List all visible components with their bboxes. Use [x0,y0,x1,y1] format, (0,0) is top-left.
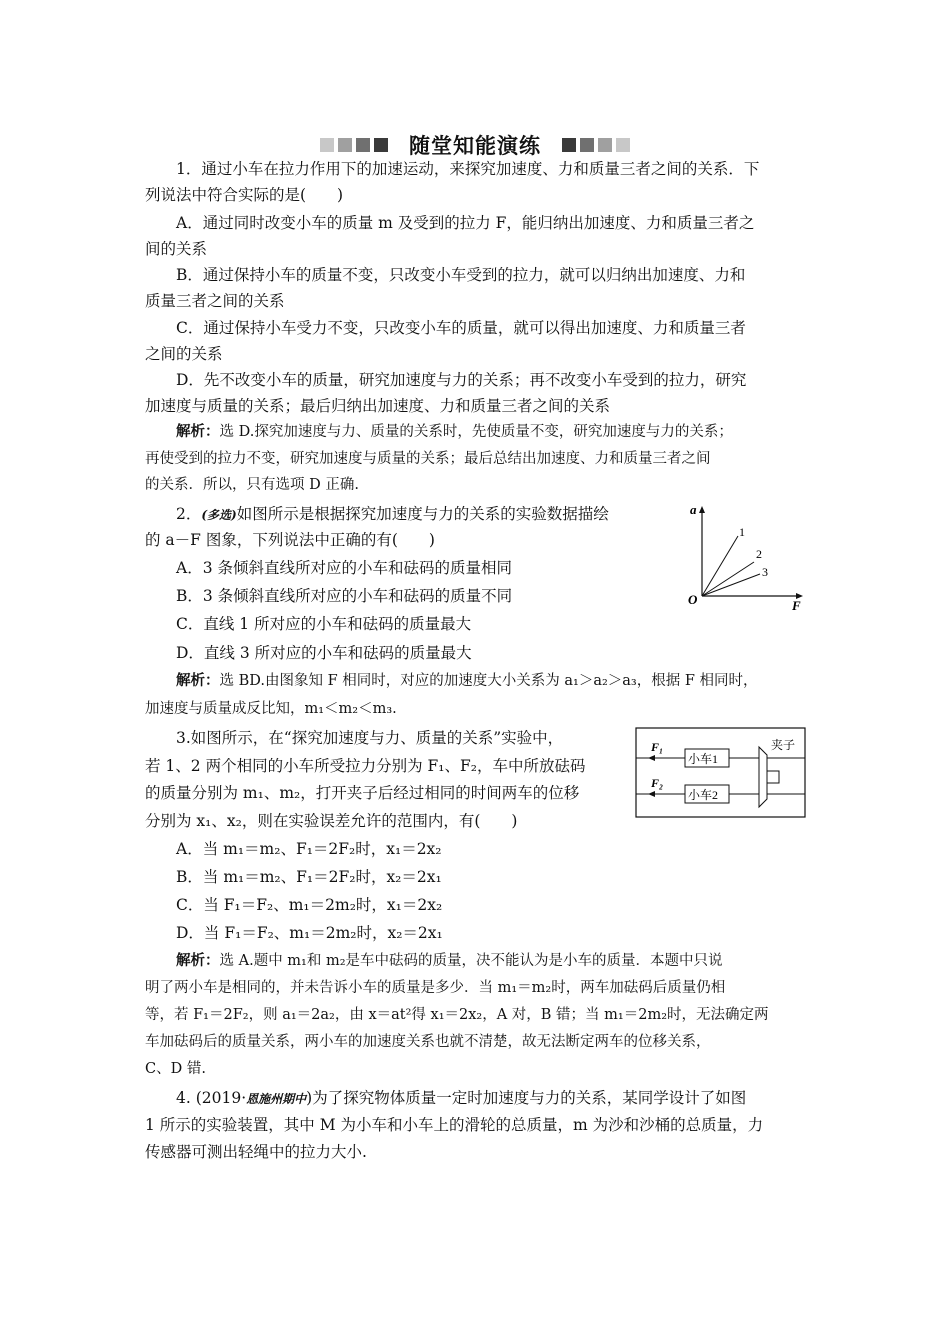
q2-number: 2． [176,505,202,523]
two-car-apparatus [635,727,807,819]
q2-solution-line2: 加速度与质量成反比知，m₁＜m₂＜m₃. [145,701,397,717]
title-decor-square [580,138,594,152]
title-decor-square [374,138,388,152]
x-axis-label: F [792,598,801,612]
force-arrow-1 [648,755,655,761]
line-label-1: 1 [739,525,745,539]
q4-stem-line3: 传感器可测出轻绳中的拉力大小. [145,1143,367,1161]
section-title: 随堂知能演练 [409,134,541,158]
origin-label: O [688,592,698,607]
q3-stem-line1: 3.如图所示，在“探究加速度与力、质量的关系”实验中， [176,729,564,747]
q1-stem-line1: 1．通过小车在拉力作用下的加速运动，来探究加速度、力和质量三者之间的关系．下 [176,160,760,178]
clip [759,747,767,807]
line-label-3: 3 [762,565,768,579]
q1-solution-line3: 的关系．所以，只有选项 D 正确. [145,477,359,493]
q1-option-a-line2: 间的关系 [145,240,208,258]
q3-stem-line4: 分别为 x₁、x₂，则在实验误差允许的范围内，有( ) [145,812,518,830]
q2-multi-tag: (多选) [201,508,237,522]
q1-option-c-line2: 之间的关系 [145,345,223,363]
title-decor-square [616,138,630,152]
q2-solution-text: 选 BD.由图象知 F 相同时，对应的加速度大小关系为 a₁＞a₂＞a₃，根据 F 相同时， [219,673,758,689]
q4-source-close: ) [306,1089,313,1107]
y-axis-arrow [699,506,705,513]
q3-stem-line2: 若 1、2 两个相同的小车所受拉力分别为 F₁、F₂，车中所放砝码 [145,757,586,775]
q1-option-c-line1: C．通过保持小车受力不变，只改变小车的质量，就可以得出加速度、力和质量三者 [176,319,746,337]
q3-option-b: B．当 m₁＝m₂、F₁＝2F₂时，x₂＝2x₁ [176,868,442,886]
q2-option-c: C．直线 1 所对应的小车和砝码的质量最大 [176,615,472,633]
q1-solution-line2: 再使受到的拉力不变，研究加速度与质量的关系；最后总结出加速度、力和质量三者之间 [145,451,711,467]
q4-stem-line2: 1 所示的实验装置，其中 M 为小车和小车上的滑轮的总质量，m 为沙和沙桶的总质量，力 [145,1116,764,1134]
force-arrow-2 [648,791,655,797]
q2-option-a: A．3 条倾斜直线所对应的小车和砝码的质量相同 [176,559,512,577]
graph-line-1 [702,536,738,596]
q3-solution-line2: 明了两小车是相同的，并未告诉小车的质量是多少．当 m₁＝m₂时，两车加砝码后质量仍相 [145,980,726,996]
line-label-2: 2 [756,547,762,561]
q1-option-d-line1: D．先不改变小车的质量，研究加速度与力的关系；再不改变小车受到的拉力，研究 [176,371,747,389]
y-axis-label: a [690,502,697,517]
q1-option-d-line2: 加速度与质量的关系；最后归纳出加速度、力和质量三者之间的关系 [145,397,611,415]
solution-label: 解析： [176,673,220,689]
solution-label: 解析： [176,424,220,440]
clip-hinge [767,771,779,783]
q3-solution-line4: 车加砝码后的质量关系，两小车的加速度关系也就不清楚，故无法断定两车的位移关系， [145,1034,711,1050]
q4-source-tag: 恩施州期中 [246,1092,307,1106]
force-label-1: F₁ [651,740,664,754]
q1-option-a-line1: A．通过同时改变小车的质量 m 及受到的拉力 F，能归纳出加速度、力和质量三者之 [176,214,755,232]
solution-label: 解析： [176,953,220,969]
q1-solution-text: 选 D.探究加速度与力、质量的关系时，先使质量不变，研究加速度与力的关系； [219,424,733,440]
q1-stem-line2: 列说法中符合实际的是( ) [145,186,344,204]
q2-stem-text: 如图所示是根据探究加速度与力的关系的实验数据描绘 [236,505,609,523]
q4-stem-text: 为了探究物体质量一定时加速度与力的关系，某同学设计了如图 [312,1089,747,1107]
q2-option-d: D．直线 3 所对应的小车和砝码的质量最大 [176,644,472,662]
q2-solution-line1 [176,670,758,692]
title-decor-square [562,138,576,152]
q3-option-c: C．当 F₁＝F₂、m₁＝2m₂时，x₁＝2x₂ [176,896,443,914]
title-decor-square [598,138,612,152]
q1-option-b-line1: B．通过保持小车的质量不变，只改变小车受到的拉力，就可以归纳出加速度、力和 [176,266,746,284]
title-decor-square [356,138,370,152]
q1-option-b-line2: 质量三者之间的关系 [145,292,285,310]
a-f-graph [680,500,810,612]
q4-stem-line1 [176,1087,746,1110]
q3-option-a: A．当 m₁＝m₂、F₁＝2F₂时，x₁＝2x₂ [176,840,442,858]
q2-stem-line1 [176,503,609,526]
car-2-label: 小车2 [688,788,719,802]
q3-stem-line3: 的质量分别为 m₁、m₂，打开夹子后经过相同的时间两车的位移 [145,784,580,802]
title-decor-square [338,138,352,152]
q4-source-year: (2019· [195,1089,247,1107]
q3-solution-line5: C、D 错. [145,1061,206,1077]
q2-option-b: B．3 条倾斜直线所对应的小车和砝码的质量不同 [176,587,513,605]
q3-solution-line1 [176,950,723,972]
section-title-bar [0,130,950,160]
q2-stem-line2: 的 a－F 图象，下列说法中正确的有( ) [145,531,435,549]
q4-number: 4. [176,1089,191,1107]
title-decor-square [320,138,334,152]
car-1-label: 小车1 [688,752,719,766]
q3-solution-line3: 等，若 F₁＝2F₂，则 a₁＝2a₂，由 x＝at²得 x₁＝2x₂，A 对，B 错；当 m₁＝2m₂时，无法确定两 [145,1007,769,1023]
force-label-2: F₂ [651,776,664,790]
q3-option-d: D．当 F₁＝F₂、m₁＝2m₂时，x₂＝2x₁ [176,924,443,942]
q1-solution-line1 [176,421,733,443]
clip-label: 夹子 [771,738,796,752]
q3-solution-text: 选 A.题中 m₁和 m₂是车中砝码的质量，决不能认为是小车的质量．本题中只说 [219,953,723,969]
